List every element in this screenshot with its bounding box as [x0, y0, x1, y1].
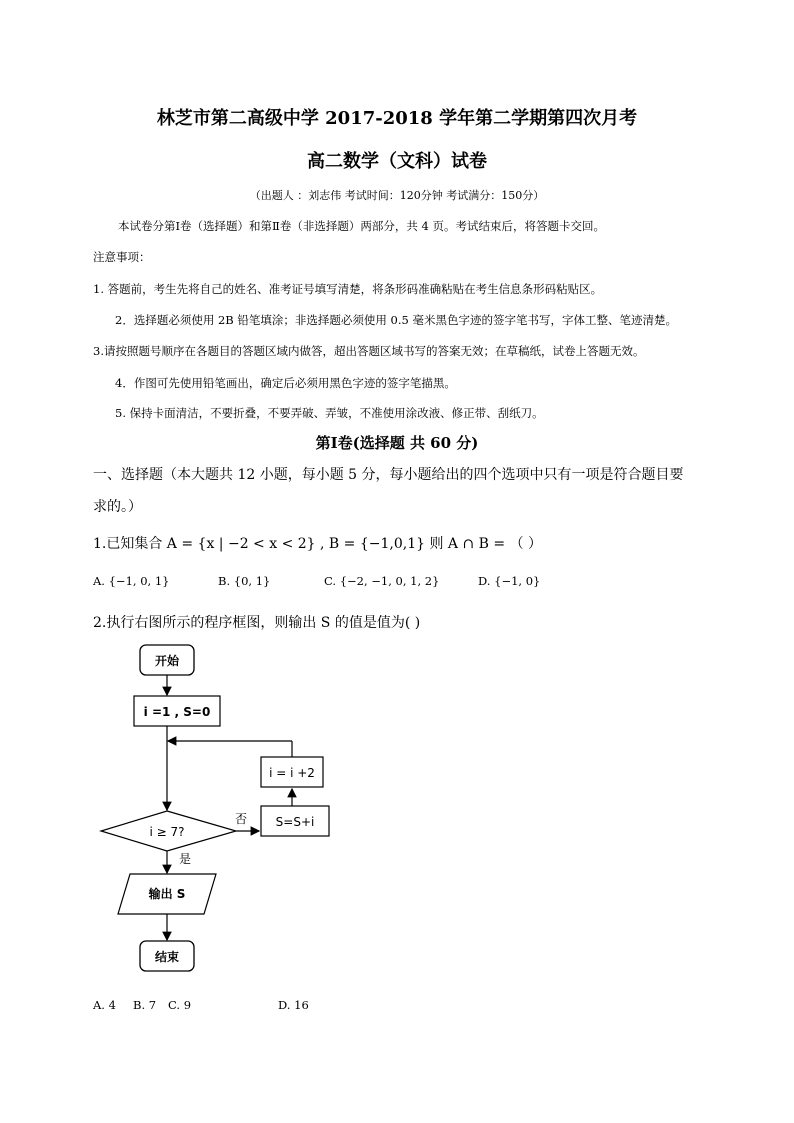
flowchart	[0, 630, 794, 990]
exam-subtitle: 高二数学（文科）试卷	[307, 151, 487, 172]
q2-option-b: B. 7	[133, 998, 157, 1012]
flow-accumulate-label: S=S+i	[275, 815, 315, 829]
note-item-4: 4．作图可先使用铅笔画出，确定后必须用黑色字迹的签字笔描黑。	[115, 376, 456, 390]
flow-no-label: 否	[234, 812, 248, 826]
flow-start-label: 开始	[154, 654, 180, 668]
q1-option-c: C. {−2, −1, 0, 1, 2}	[324, 574, 440, 588]
section-instruction-line2: 求的。）	[93, 499, 142, 515]
flow-yes-label: 是	[178, 852, 192, 866]
exam-meta: （出题人 ：刘志伟 考试时间：120分钟 考试满分：150分）	[249, 189, 545, 202]
q1-option-b: B. {0, 1}	[218, 574, 271, 588]
flow-end-label: 结束	[154, 950, 180, 964]
intro-text: 本试卷分第Ⅰ卷（选择题）和第Ⅱ卷（非选择题）两部分，共 4 页。考试结束后，将答题卡交回。	[118, 219, 605, 233]
flow-decision-label: i ≥ 7?	[149, 825, 185, 839]
notes-heading: 注意事项：	[93, 250, 151, 264]
flow-init-label: i =1 , S=0	[143, 705, 211, 719]
q2-option-c: C. 9	[168, 998, 192, 1012]
q1-option-a: A. {−1, 0, 1}	[93, 574, 170, 588]
section-instruction-line1: 一、选择题（本大题共 12 小题，每小题 5 分，每小题给出的四个选项中只有一项是符合题目要	[93, 467, 684, 483]
note-item-5: 5. 保持卡面清洁，不要折叠，不要弄破、弄皱，不准使用涂改液、修正带、刮纸刀。	[115, 406, 544, 420]
q2-option-a: A. 4	[93, 998, 116, 1012]
flow-increment-label: i = i +2	[269, 766, 315, 780]
q2-option-d: D. 16	[278, 998, 309, 1012]
q2-stem: 2.执行右图所示的程序框图，则输出 S 的值是值为( )	[93, 615, 421, 631]
note-item-3: 3.请按照题号顺序在各题目的答题区域内做答，超出答题区域书写的答案无效；在草稿纸，试卷上答题无效。	[93, 344, 645, 358]
flow-output-label: 输出 S	[148, 887, 186, 901]
exam-title: 林芝市第二高级中学 2017-2018 学年第二学期第四次月考	[156, 108, 638, 129]
q1-option-d: D. {−1, 0}	[478, 574, 541, 588]
section-title: 第Ⅰ卷(选择题 共 60 分)	[315, 434, 479, 452]
note-item-1: 1. 答题前，考生先将自己的姓名、准考证号填写清楚，将条形码准确粘贴在考生信息条形码粘贴区。	[93, 282, 603, 296]
note-item-2: 2．选择题必须使用 2B 铅笔填涂；非选择题必须使用 0.5 毫米黑色字迹的签字笔书写，字体工整、笔迹清楚。	[115, 313, 677, 327]
q1-stem: 1.已知集合 A = {x | −2 < x < 2} , B = {−1,0,1} 则 A ∩ B = （ ）	[93, 536, 543, 552]
